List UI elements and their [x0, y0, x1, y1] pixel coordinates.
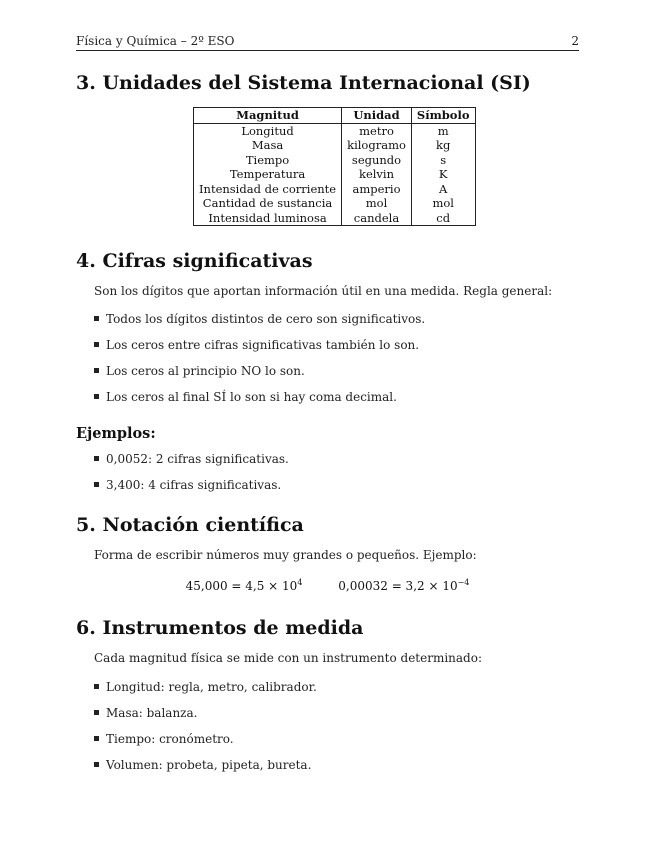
examples-title: Ejemplos:	[76, 425, 156, 442]
list-item	[94, 680, 317, 694]
equation-1	[186, 579, 303, 593]
table-cell: m	[411, 123, 475, 138]
table-cell: Intensidad de corriente	[194, 182, 342, 197]
table-cell: Temperatura	[194, 167, 342, 182]
table-row	[194, 138, 476, 153]
bullet-square-icon	[94, 684, 99, 689]
table-row	[194, 211, 476, 226]
table-cell: candela	[342, 211, 412, 226]
table-cell: Intensidad luminosa	[194, 211, 342, 226]
table-row	[194, 167, 476, 182]
table-cell: cd	[411, 211, 475, 226]
section-6-title: 6. Instrumentos de medida	[76, 617, 364, 639]
list-item	[94, 312, 425, 326]
equation-2-base: 0,00032 = 3,2 × 10	[338, 579, 458, 593]
table-cell: Masa	[194, 138, 342, 153]
table-cell: mol	[411, 196, 475, 211]
section-5-title: 5. Notación científica	[76, 514, 304, 536]
list-item-text: Masa: balanza.	[106, 706, 198, 720]
list-item	[94, 732, 234, 746]
table-cell: mol	[342, 196, 412, 211]
section-5-intro: Forma de escribir números muy grandes o pequeños. Ejemplo:	[94, 548, 477, 562]
table-cell: Longitud	[194, 123, 342, 138]
list-item-text: Los ceros al final SÍ lo son si hay coma decimal.	[106, 390, 397, 404]
list-item-text: 3,400: 4 cifras significativas.	[106, 478, 282, 492]
table-cell: metro	[342, 123, 412, 138]
header-title: Física y Química – 2º ESO	[76, 34, 235, 48]
table-cell: s	[411, 153, 475, 168]
section-4-intro: Son los dígitos que aportan información útil en una medida. Regla general:	[94, 284, 553, 298]
list-item-text: Longitud: regla, metro, calibrador.	[106, 680, 317, 694]
table-cell: Cantidad de sustancia	[194, 196, 342, 211]
si-units-table	[193, 107, 476, 226]
list-item	[94, 706, 197, 720]
equation-1-base: 45,000 = 4,5 × 10	[185, 579, 298, 593]
list-item	[94, 452, 289, 466]
list-item-text: Tiempo: cronómetro.	[106, 732, 234, 746]
table-cell: amperio	[342, 182, 412, 197]
table-cell: K	[411, 167, 475, 182]
table-header-cell: Unidad	[342, 108, 412, 124]
table-row	[194, 196, 476, 211]
list-item	[94, 364, 305, 378]
list-item-text: 0,0052: 2 cifras significativas.	[106, 452, 289, 466]
equation-2	[338, 579, 469, 593]
bullet-square-icon	[94, 316, 99, 321]
equation-1-exponent: 4	[297, 578, 303, 587]
table-row	[194, 182, 476, 197]
list-item	[94, 338, 419, 352]
list-item-text: Los ceros entre cifras significativas también lo son.	[106, 338, 420, 352]
page-header	[76, 34, 579, 51]
bullet-square-icon	[94, 456, 99, 461]
table-header-cell: Símbolo	[411, 108, 475, 124]
bullet-square-icon	[94, 394, 99, 399]
bullet-square-icon	[94, 368, 99, 373]
bullet-square-icon	[94, 710, 99, 715]
list-item	[94, 758, 311, 772]
page-number: 2	[571, 34, 579, 48]
bullet-square-icon	[94, 762, 99, 767]
bullet-square-icon	[94, 736, 99, 741]
table-cell: kelvin	[342, 167, 412, 182]
equation-2-exponent: −4	[457, 578, 470, 587]
table-cell: kg	[411, 138, 475, 153]
list-item-text: Volumen: probeta, pipeta, bureta.	[106, 758, 312, 772]
section-6-intro: Cada magnitud física se mide con un instrumento determinado:	[94, 651, 483, 665]
section-3-title: 3. Unidades del Sistema Internacional (SI)	[76, 72, 531, 94]
table-cell: A	[411, 182, 475, 197]
section-4-title: 4. Cifras significativas	[76, 250, 313, 272]
table-row	[194, 153, 476, 168]
scientific-notation-equations	[0, 578, 655, 593]
table-header-cell: Magnitud	[194, 108, 342, 124]
bullet-square-icon	[94, 342, 99, 347]
list-item-text: Los ceros al principio NO lo son.	[106, 364, 305, 378]
list-item	[94, 478, 281, 492]
table-row	[194, 123, 476, 138]
bullet-square-icon	[94, 482, 99, 487]
table-header-row	[194, 108, 476, 124]
table-cell: Tiempo	[194, 153, 342, 168]
table-cell: segundo	[342, 153, 412, 168]
table-cell: kilogramo	[342, 138, 412, 153]
list-item	[94, 390, 397, 404]
list-item-text: Todos los dígitos distintos de cero son significativos.	[106, 312, 426, 326]
